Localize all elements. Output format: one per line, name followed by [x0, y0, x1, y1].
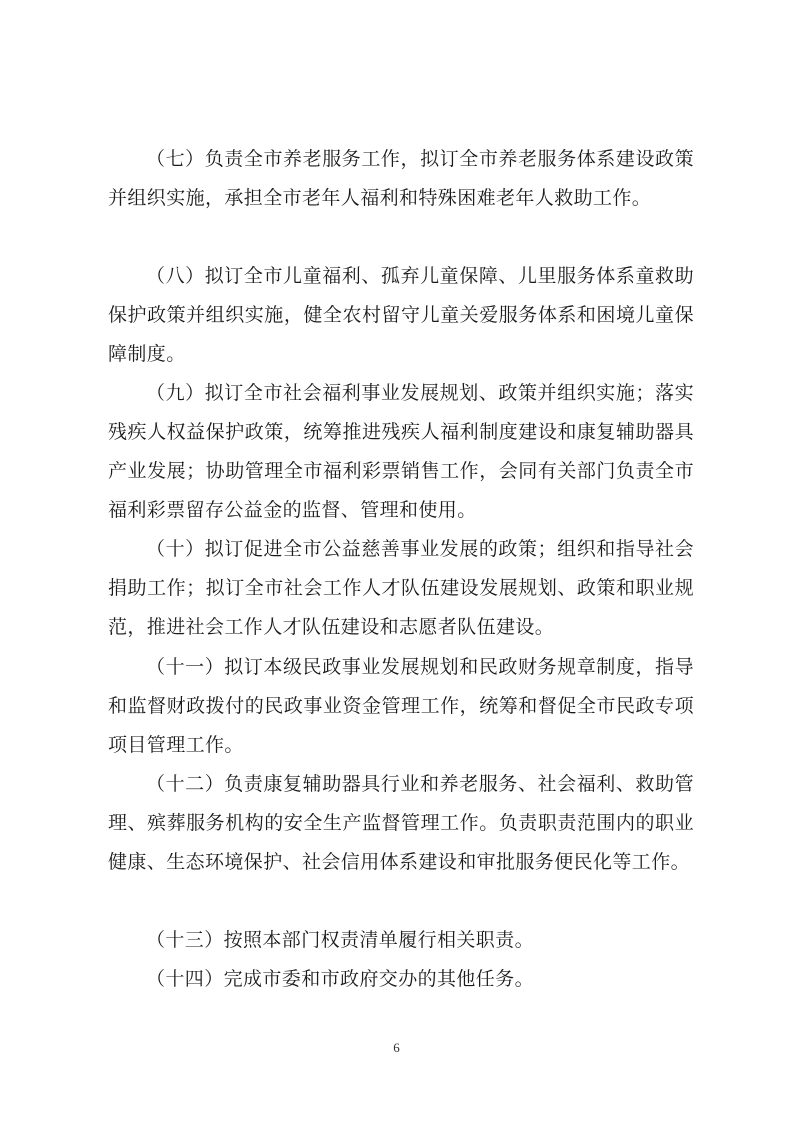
paragraph-item-7: （七）负责全市养老服务工作，拟订全市养老服务体系建设政策并组织实施，承担全市老年人福利和特殊困难老年人救助工作。: [108, 148, 694, 209]
paragraph-item-9: （九）拟订全市社会福利事业发展规划、政策并组织实施；落实残疾人权益保护政策，统筹推进残疾人福利制度建设和康复辅助器具产业发展；协助管理全市福利彩票销售工作，会同有关部门负责全市福利彩票留存公益金的监督、管理和使用。: [108, 382, 694, 521]
page-number: 6: [393, 1040, 400, 1055]
paragraph-item-10: （十）拟订促进全市公益慈善事业发展的政策；组织和指导社会捐助工作；拟订全市社会工作人才队伍建设发展规划、政策和职业规范，推进社会工作人才队伍建设和志愿者队伍建设。: [108, 538, 694, 638]
paragraph-item-14: （十四）完成市委和市政府交办的其他任务。: [146, 968, 535, 990]
paragraph-item-11: （十一）拟订本级民政事业发展规划和民政财务规章制度，指导和监督财政拨付的民政事业资金管理工作，统筹和督促全市民政专项项目管理工作。: [108, 656, 694, 756]
paragraph-item-13: （十三）按照本部门权责清单履行相关职责。: [146, 929, 535, 951]
paragraph-item-8: （八）拟订全市儿童福利、孤弃儿童保障、儿里服务体系童救助保护政策并组织实施，健全农村留守儿童关爱服务体系和困境儿童保障制度。: [108, 265, 694, 365]
paragraph-item-12: （十二）负责康复辅助器具行业和养老服务、社会福利、救助管理、殡葬服务机构的安全生产监督管理工作。负责职责范围内的职业健康、生态环境保护、社会信用体系建设和审批服务便民化等工作。: [108, 773, 694, 873]
